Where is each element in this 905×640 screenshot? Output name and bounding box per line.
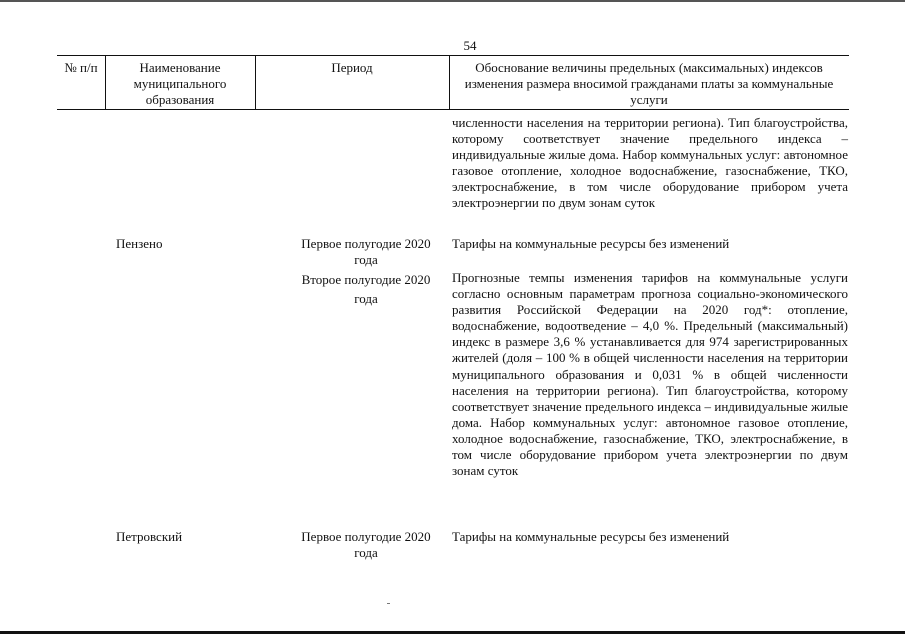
scan-bottom-edge xyxy=(0,631,905,634)
municipality-name-petrovsky: Петровский xyxy=(116,529,183,544)
justification-first-half-penzeno: Тарифы на коммунальные ресурсы без изменений xyxy=(452,236,730,251)
period-first-half-penzeno: Первое полугодие 2020 года xyxy=(301,236,431,268)
header-col-justification: Обоснование величины предельных (максимальных) индексов изменения размера вносимой гражданами платы за коммунальные услуги xyxy=(464,60,834,107)
header-col-municipality: Наименование муниципального образования xyxy=(133,60,227,107)
scan-speck xyxy=(387,603,390,604)
justification-second-half-penzeno: Прогнозные темпы изменения тарифов на коммунальные услуги согласно основным параметрам прогноза социально-экономического развития Российской Федерации на 2020 год*: отопление, водоснабжение, водоотведение – 4,0 %. Предельный (максимальный) индекс в размере 3,6 % устанавливается для 974 зарегистрированных жителей (доля – 100 % в общей численности населения на территории муниципального образования и 0,031 % в общей численности населения на территории региона). Тип благоустройства, которому соответствует значение предельного индекса – индивидуальные жилые дома. Набор коммунальных услуг: автономное газовое отопление, холодное водоснабжение, газоснабжение, ТКО, электроснабжение, в том числе оборудование прибором учета электроэнергии по двум зонам суток xyxy=(452,270,848,479)
column-divider xyxy=(255,56,256,109)
justification-first-half-petrovsky: Тарифы на коммунальные ресурсы без изменений xyxy=(452,529,730,544)
scan-top-edge xyxy=(0,0,905,2)
page-number: 54 xyxy=(463,38,477,53)
period-first-half-petrovsky: Первое полугодие 2020 года xyxy=(301,529,431,561)
period-second-half-penzeno: Второе полугодие 2020 года xyxy=(301,272,431,306)
municipality-name-penzeno: Пензено xyxy=(116,236,163,251)
continuation-justification: численности населения на территории региона). Тип благоустройства, которому соответствует значение предельного индекса – индивидуальные жилые дома. Набор коммунальных услуг: автономное газовое отопление, холодное водоснабжение, газоснабжение, ТКО, электроснабжение, в том числе оборудование прибором учета электроэнергии по двум зонам суток xyxy=(452,115,848,211)
header-col-number: № п/п xyxy=(64,60,98,75)
table-header xyxy=(57,55,849,110)
header-col-period: Период xyxy=(331,60,373,75)
